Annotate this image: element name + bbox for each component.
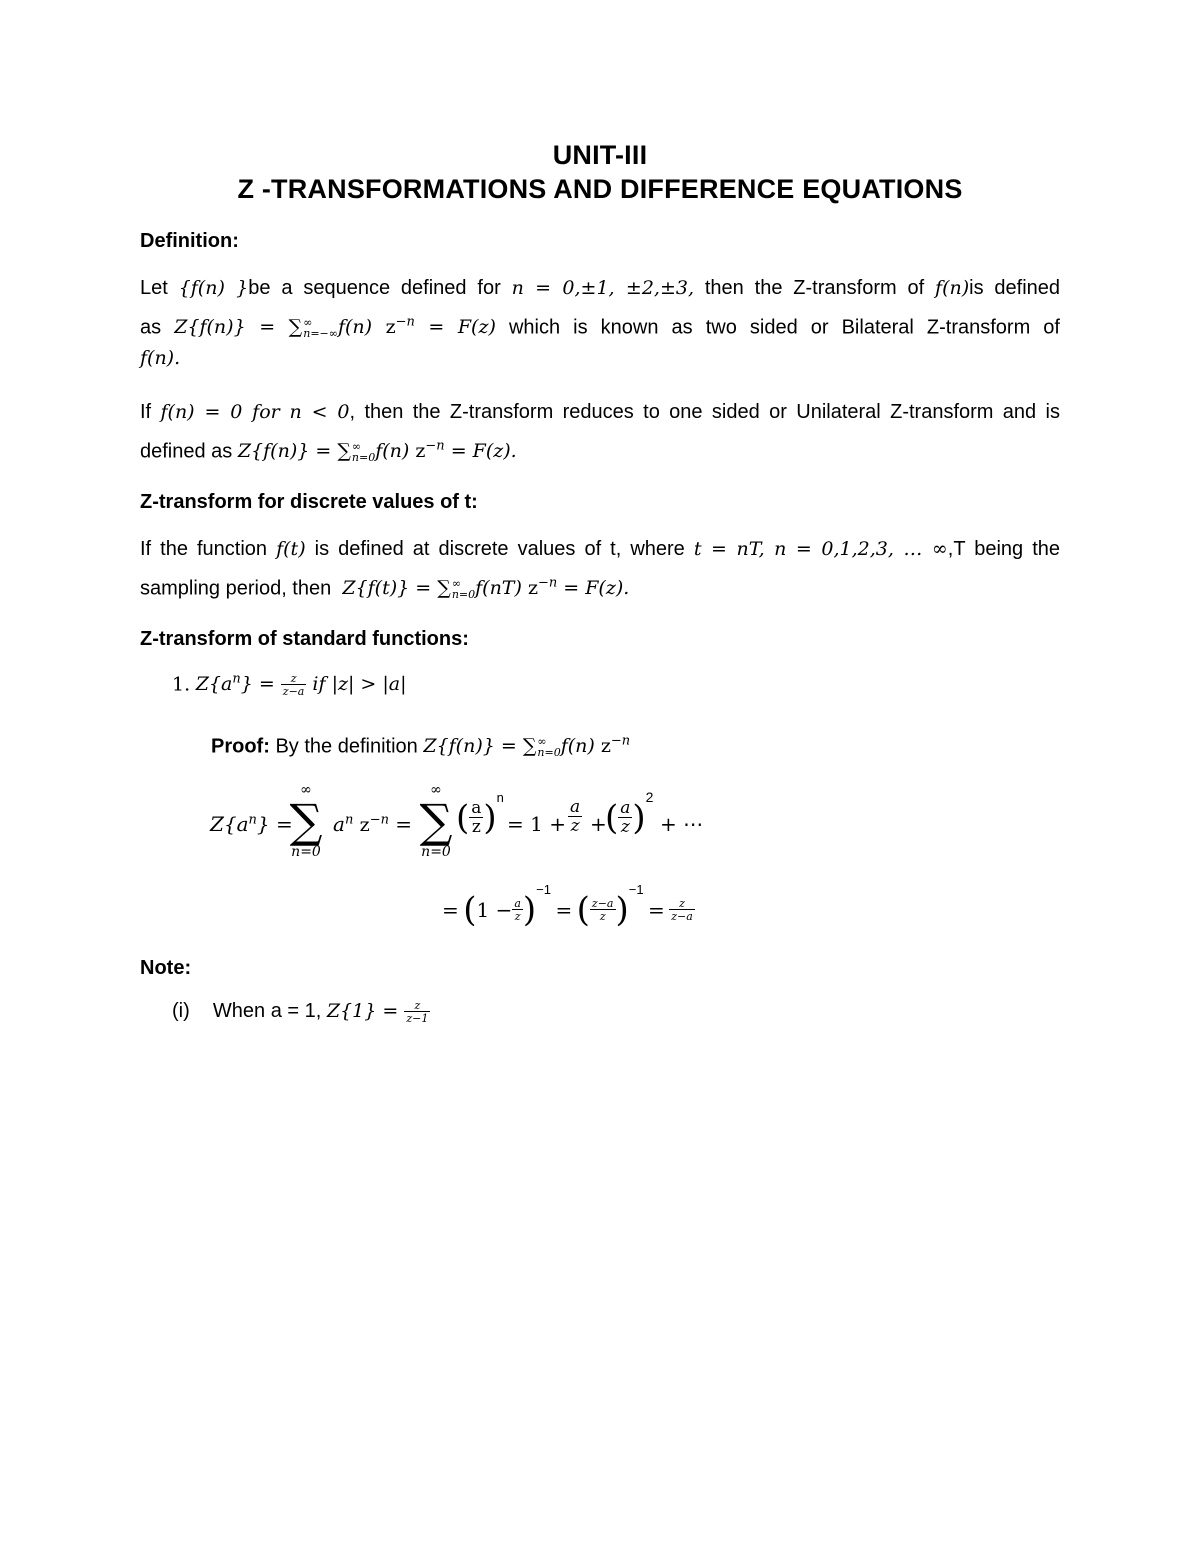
math-fn-end: f(n).: [140, 347, 181, 369]
definition-heading: Definition:: [140, 230, 239, 252]
text-which-known: which is known as two sided or Bilateral Z-transform of: [508, 316, 1060, 339]
discrete-line-2: [140, 567, 1060, 605]
proof-text: By the definition: [275, 735, 418, 758]
text-unilateral: , then the Z-transform reduces to one sided or Unilateral Z-transform and is: [349, 401, 1060, 423]
math-n-values: n = 0,±1, ±2,±3,: [511, 277, 695, 299]
math-plus: +: [590, 812, 607, 836]
math-frac-a-z: $\frac{a}{z}$: [570, 797, 581, 836]
discrete-line-1: [140, 532, 1060, 566]
standard-heading: Z-transform of standard functions:: [140, 628, 469, 650]
text-as: as: [140, 316, 162, 339]
math-z-an-lhs: $Z\{a^n\}$ =: [210, 812, 293, 836]
discrete-heading: Z-transform for discrete values of t:: [140, 491, 478, 513]
text-let: Let: [140, 277, 168, 299]
math-z-an: $Z\{a^n\}$ = $\frac{z}{z-a}$ if |z| > |a|: [195, 672, 407, 699]
unit-title: UNIT-III: [552, 140, 648, 170]
standard-item-1: [172, 672, 407, 697]
note-item-text: When a = 1,: [212, 1000, 322, 1022]
proof-label: Proof:: [211, 735, 270, 758]
note-item-1: [172, 1000, 430, 1024]
definition-line-4: [140, 395, 1060, 429]
math-series: = 1 +: [507, 812, 566, 836]
math-unilateral-formula: Z{f(n)} = ∑ ∞ n=0 f(n) $z^{-n} = F(z)$.: [237, 439, 517, 465]
proof-line: [211, 734, 630, 758]
text-be-sequence: be a sequence defined for: [248, 277, 501, 299]
item-number: 1.: [172, 673, 191, 696]
text-if-function: If the function: [140, 538, 268, 560]
math-condition: f(n) = 0 for n < 0: [160, 401, 350, 423]
math-closed-form: = (1 − $\frac{a}{z}$ )$^{-1}$ = ( $\frac{z-a}{z}$ )$^{-1}$ = $\frac{z}{z-a}$: [442, 881, 693, 930]
note-item-number: (i): [172, 1000, 190, 1022]
math-proof-definition: Z{f(n)} = ∑ ∞ n=0 f(n) $z^{-n}$: [423, 734, 631, 760]
text-defined-as: defined as: [140, 440, 233, 463]
text-discrete-defined: is defined at discrete values of t, where: [314, 538, 685, 560]
math-sequence: {f(n) }: [178, 277, 249, 299]
summation-1: ∞ ∑ n=0: [289, 782, 323, 860]
text-then-ztransform: then the Z-transform of: [704, 277, 925, 299]
summation-2: ∞ ∑ n=0: [419, 782, 453, 860]
math-discrete-formula: Z{f(t)} = ∑ ∞ n=0 f(nT) $z^{-n} = F(z)$.: [342, 576, 630, 602]
note-heading: Note:: [140, 957, 192, 979]
math-fn: f(n): [935, 277, 970, 299]
text-t-being: ,T being the: [947, 538, 1061, 560]
math-z-one: Z{1} = $\frac{z}{z-1}$: [326, 999, 429, 1025]
math-paren-a-over-z: ( $\frac{a}{z}$ )$^n$: [456, 789, 504, 838]
math-ellipsis: + ⋯: [660, 812, 704, 836]
definition-line-1: [140, 271, 1060, 305]
definition-line-3: [140, 341, 1060, 375]
text-is-defined: is defined: [969, 277, 1061, 299]
text-sampling: sampling period, then: [140, 577, 332, 600]
math-ft: f(t): [276, 538, 306, 560]
math-t-nt: t = nT, n = 0,1,2,3, … ∞: [693, 538, 948, 560]
text-if: If: [140, 401, 152, 423]
math-paren-a-z-sq: ( $\frac{a}{z}$ )$^2$: [605, 788, 654, 838]
math-an-zn: $a^n$ $z^{-n}$ =: [333, 812, 413, 836]
definition-line-2: [140, 306, 1060, 344]
definition-line-5: [140, 430, 1060, 468]
math-bilateral-formula: Z{f(n)} = ∑ ∞ n=−∞ f(n) $z^{-n} = F(z)$: [174, 315, 496, 341]
chapter-title: Z -TRANSFORMATIONS AND DIFFERENCE EQUATIONS: [237, 174, 963, 204]
